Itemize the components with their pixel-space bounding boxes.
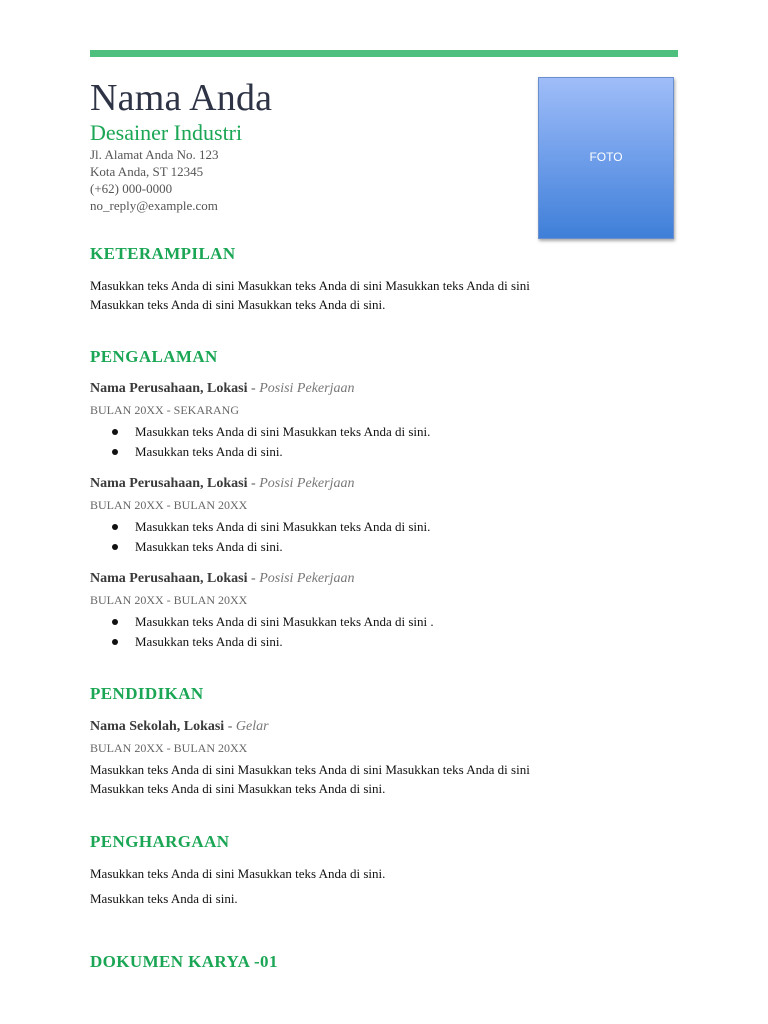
contact-address: Jl. Alamat Anda No. 123 (90, 147, 219, 162)
bullet-dot-icon (112, 449, 118, 455)
awards-line: Masukkan teks Anda di sini. (90, 891, 238, 906)
job-position: Posisi Pekerjaan (259, 476, 355, 491)
degree: Gelar (235, 719, 269, 734)
contact-block (90, 146, 219, 214)
skills-text: Masukkan teks Anda di sini Masukkan teks Anda di sini Masukkan teks Anda di sini Masukkan teks Anda di sini Masukkan teks Anda di sini. (90, 278, 530, 312)
company-name: Nama Perusahaan, Lokasi (90, 381, 248, 396)
job-bullet-list (112, 612, 434, 652)
awards-line: Masukkan teks Anda di sini Masukkan teks Anda di sini. (90, 866, 386, 881)
education-text: Masukkan teks Anda di sini Masukkan teks Anda di sini Masukkan teks Anda di sini Masukkan teks Anda di sini Masukkan teks Anda di sini. (90, 762, 530, 796)
bullet-dot-icon (112, 639, 118, 645)
company-name: Nama Perusahaan, Lokasi (90, 476, 248, 491)
section-heading-experience: PENGALAMAN (90, 347, 218, 366)
job-bullet-list (112, 422, 430, 462)
company-name: Nama Perusahaan, Lokasi (90, 571, 248, 586)
section-heading-awards: PENGHARGAAN (90, 832, 230, 851)
section-heading-skills: KETERAMPILAN (90, 244, 236, 263)
job-position: Posisi Pekerjaan (259, 571, 355, 586)
list-item: Masukkan teks Anda di sini Masukkan teks Anda di sini. (112, 422, 430, 442)
job-dates: BULAN 20XX - BULAN 20XX (90, 593, 248, 607)
list-item: Masukkan teks Anda di sini. (112, 442, 430, 462)
photo-placeholder (538, 77, 674, 239)
job-entry-title (90, 570, 354, 588)
section-heading-education: PENDIDIKAN (90, 684, 204, 703)
header-accent-rule (90, 50, 678, 57)
job-title: Desainer Industri (90, 120, 243, 145)
list-item: Masukkan teks Anda di sini Masukkan teks Anda di sini. (112, 517, 430, 537)
title-separator: - (247, 476, 260, 491)
job-dates: BULAN 20XX - SEKARANG (90, 403, 239, 417)
title-separator: - (247, 571, 260, 586)
person-name: Nama Anda (90, 77, 273, 119)
bullet-dot-icon (112, 429, 118, 435)
list-item: Masukkan teks Anda di sini. (112, 632, 434, 652)
job-entry-title (90, 380, 354, 398)
title-separator: - (247, 381, 260, 396)
education-dates: BULAN 20XX - BULAN 20XX (90, 741, 248, 755)
job-dates: BULAN 20XX - BULAN 20XX (90, 498, 248, 512)
job-entry-title (90, 475, 354, 493)
job-position: Posisi Pekerjaan (259, 381, 355, 396)
list-item: Masukkan teks Anda di sini. (112, 537, 430, 557)
bullet-dot-icon (112, 544, 118, 550)
contact-phone: (+62) 000-0000 (90, 181, 173, 196)
bullet-dot-icon (112, 619, 118, 625)
contact-email: no_reply@example.com (90, 198, 218, 213)
bullet-dot-icon (112, 524, 118, 530)
list-item: Masukkan teks Anda di sini Masukkan teks Anda di sini . (112, 612, 434, 632)
contact-city: Kota Anda, ST 12345 (90, 164, 204, 179)
school-name: Nama Sekolah, Lokasi (90, 719, 225, 734)
photo-label: FOTO (589, 149, 623, 164)
section-heading-portfolio: DOKUMEN KARYA -01 (90, 952, 278, 971)
education-entry-title (90, 718, 269, 736)
title-separator: - (224, 719, 236, 734)
job-bullet-list (112, 517, 430, 557)
